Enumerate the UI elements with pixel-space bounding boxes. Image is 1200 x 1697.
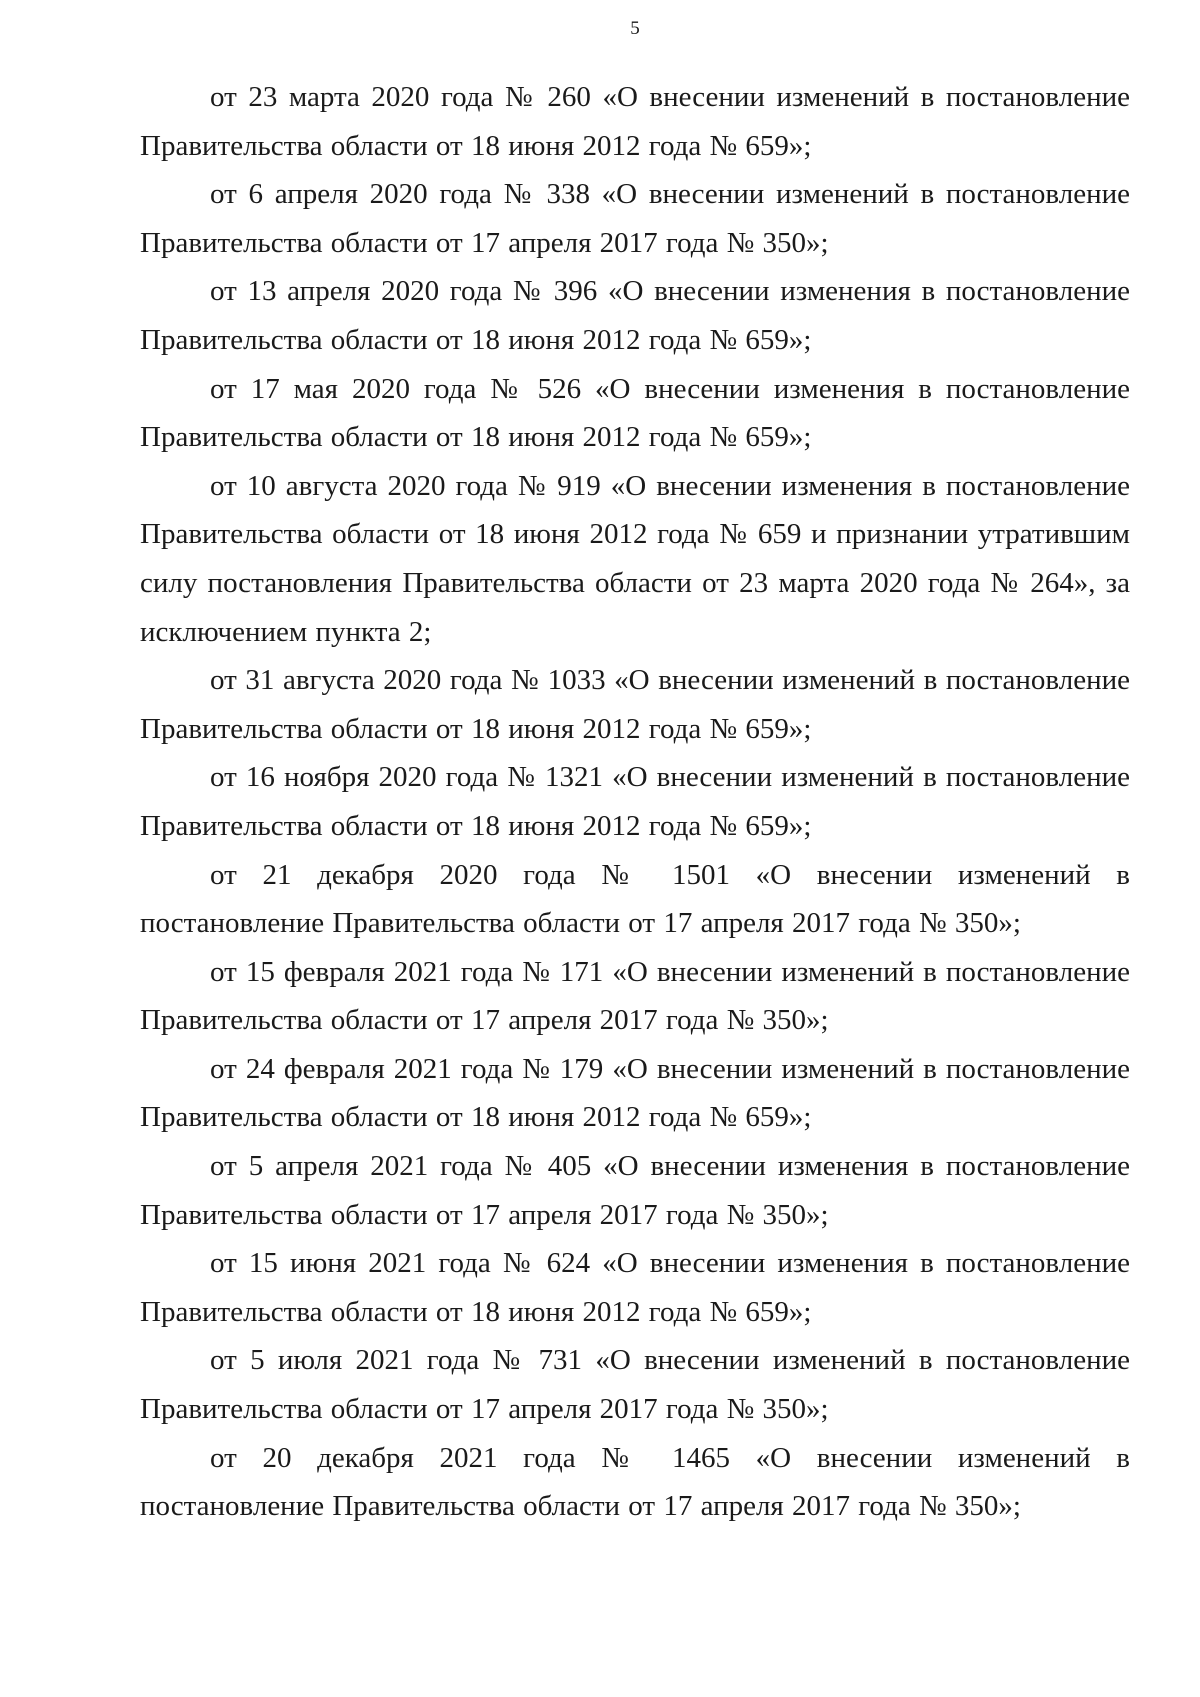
paragraph-3: от 13 апреля 2020 года № 396 «О внесении изменения в постановление Правительства области от 18 июня 2012 года № 659»; — [140, 275, 1130, 356]
paragraph-10: от 24 февраля 2021 года № 179 «О внесении изменений в постановление Правительства области от 18 июня 2012 года № 659»; — [140, 1052, 1130, 1134]
paragraph-4: от 17 мая 2020 года № 526 «О внесении изменения в постановление Правительства области от 18 июня 2012 года № 659»; — [140, 372, 1130, 454]
paragraph-14: от 20 декабря 2021 года № 1465 «О внесении изменений в постановление Правительства области от 17 апреля 2017 года № 350»; — [140, 1441, 1130, 1523]
paragraph-12: от 15 июня 2021 года № 624 «О внесении изменения в постановление Правительства области от 18 июня 2012 года № 659»; — [140, 1247, 1130, 1328]
paragraph-11: от 5 апреля 2021 года № 405 «О внесении изменения в постановление Правительства области от 17 апреля 2017 года № 350»; — [140, 1150, 1130, 1231]
paragraph-13: от 5 июля 2021 года № 731 «О внесении изменений в постановление Правительства области от 17 апреля 2017 года № 350»; — [140, 1344, 1130, 1426]
paragraph-7: от 16 ноября 2020 года № 1321 «О внесении изменений в постановление Правительства области от 18 июня 2012 года № 659»; — [140, 761, 1130, 842]
paragraph-2: от 6 апреля 2020 года № 338 «О внесении изменений в постановление Правительства области от 17 апреля 2017 года № 350»; — [140, 178, 1130, 259]
paragraph-5: от 10 августа 2020 года № 919 «О внесении изменения в постановление Правительства области от 18 июня 2012 года № 659 и признании утратившим силу постановления Правительства области от 23 марта 2020 года № 264», за исключением пункта 2; — [140, 469, 1130, 648]
paragraph-6: от 31 августа 2020 года № 1033 «О внесении изменений в постановление Правительства области от 18 июня 2012 года № 659»; — [140, 664, 1130, 745]
page-number: 5 — [630, 18, 640, 39]
document-body — [140, 73, 1130, 1531]
paragraph-1: от 23 марта 2020 года № 260 «О внесении изменений в постановление Правительства области от 18 июня 2012 года № 659»; — [140, 81, 1130, 162]
paragraph-9: от 15 февраля 2021 года № 171 «О внесении изменений в постановление Правительства области от 17 апреля 2017 года № 350»; — [140, 955, 1130, 1037]
paragraph-8: от 21 декабря 2020 года № 1501 «О внесении изменений в постановление Правительства области от 17 апреля 2017 года № 350»; — [140, 858, 1130, 940]
